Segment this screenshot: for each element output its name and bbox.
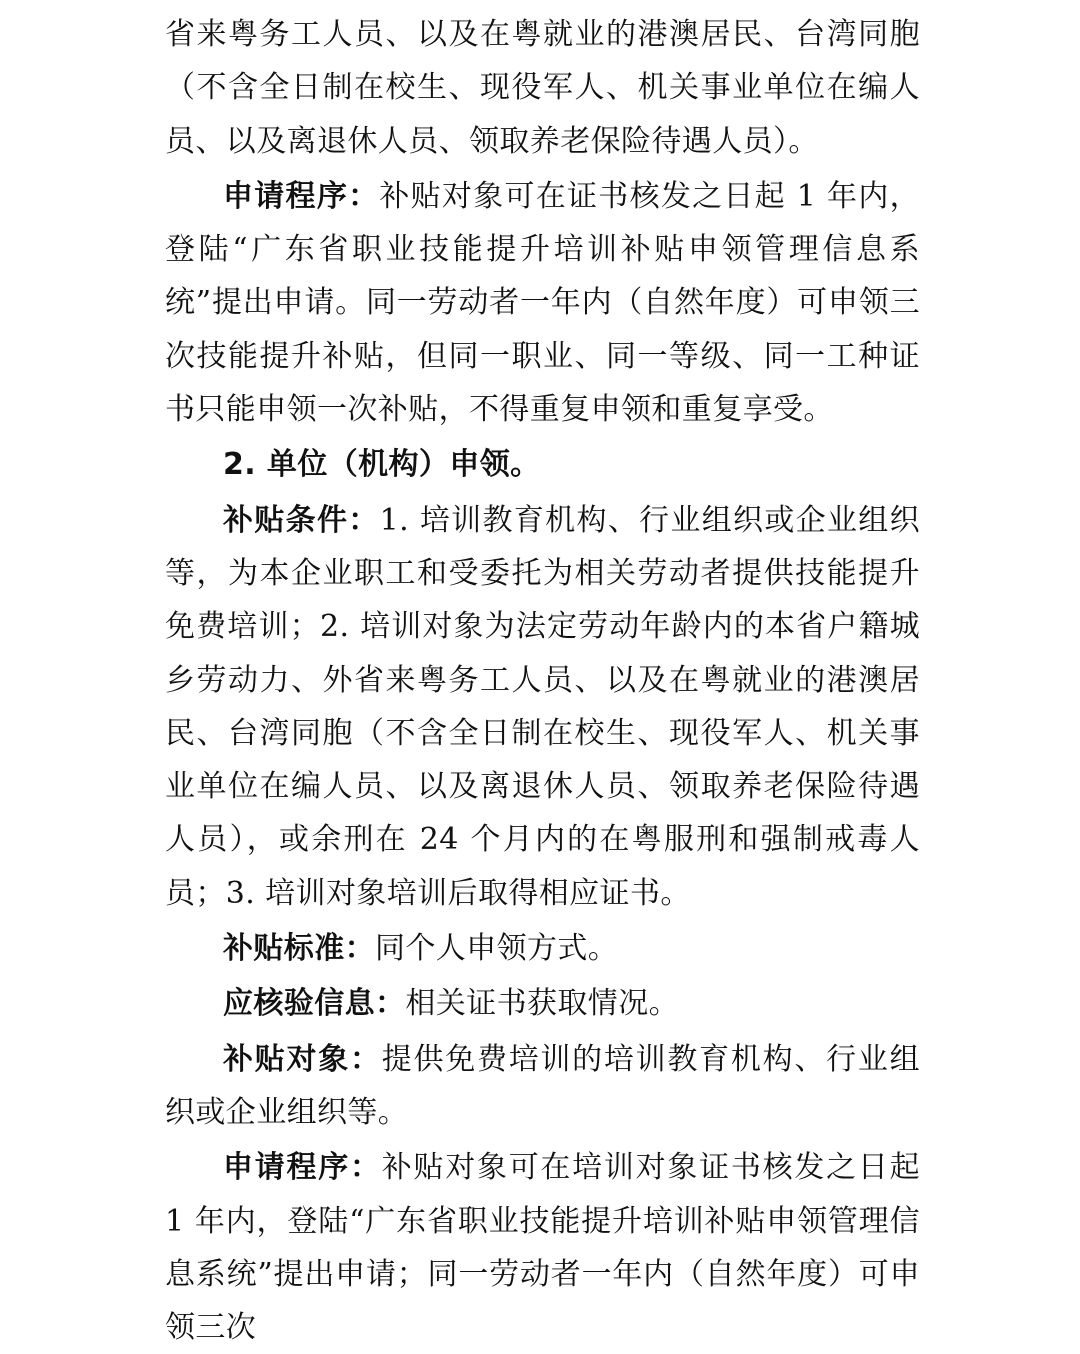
paragraph-text: 相关证书获取情况。 [405,986,680,1022]
paragraph-application-procedure [165,170,920,436]
paragraph-subsidy-recipients [165,1033,920,1140]
paragraph-text: 1. 培训教育机构、行业组织或企业组织等，为本企业职工和受委托为相关劳动者提供技能提升免费培训；2. 培训对象为法定劳动年龄内的本省户籍城乡劳动力、外省来粤务工人员、以及在粤就业的港澳居民、台湾同胞（不含全日制在校生、现役军人、机关事业单位在编人员、以及离退休人员、领取养老保险待遇人员），或余刑在 24 个月内的在粤服刑和强制戒毒人员；3. 培训对象培训后取得相应证书。 [165,502,921,911]
section-label: 申请程序： [223,1150,382,1186]
paragraph-text: 提供免费培训的培训教育机构、行业组织或企业组织等。 [165,1041,920,1130]
paragraph-subsidy-conditions [165,494,920,920]
document-page [165,8,920,1354]
paragraph-eligible-persons-continued [165,8,920,168]
paragraph-text: 补贴对象可在证书核发之日起 1 年内，登陆“广东省职业技能提升培训补贴申领管理信息系统”提出申请。同一劳动者一年内（自然年度）可申领三次技能提升补贴，但同一职业、同一等级、同一工种证书只能申领一次补贴，不得重复申领和重复享受。 [165,178,920,428]
paragraph-subsidy-standard [165,922,920,975]
section-label: 补贴对象： [223,1041,382,1077]
paragraph-text: 省来粤务工人员、以及在粤就业的港澳居民、台湾同胞（不含全日制在校生、现役军人、机关事业单位在编人员、以及离退休人员、领取养老保险待遇人员）。 [165,17,920,159]
section-heading-unit-application [165,438,920,491]
paragraph-text: 补贴对象可在培训对象证书核发之日起 1 年内，登陆“广东省职业技能提升培训补贴申领管理信息系统”提出申请；同一劳动者一年内（自然年度）可申领三次 [165,1150,920,1346]
heading-text: 2. 单位（机构）申领。 [223,447,541,483]
paragraph-verification-info [165,977,920,1030]
paragraph-application-procedure-unit [165,1141,920,1354]
section-label: 补贴条件： [223,502,380,538]
section-label: 应核验信息： [223,986,406,1022]
section-label: 补贴标准： [223,931,375,967]
section-label: 申请程序： [223,178,380,214]
paragraph-text: 同个人申领方式。 [375,931,619,967]
